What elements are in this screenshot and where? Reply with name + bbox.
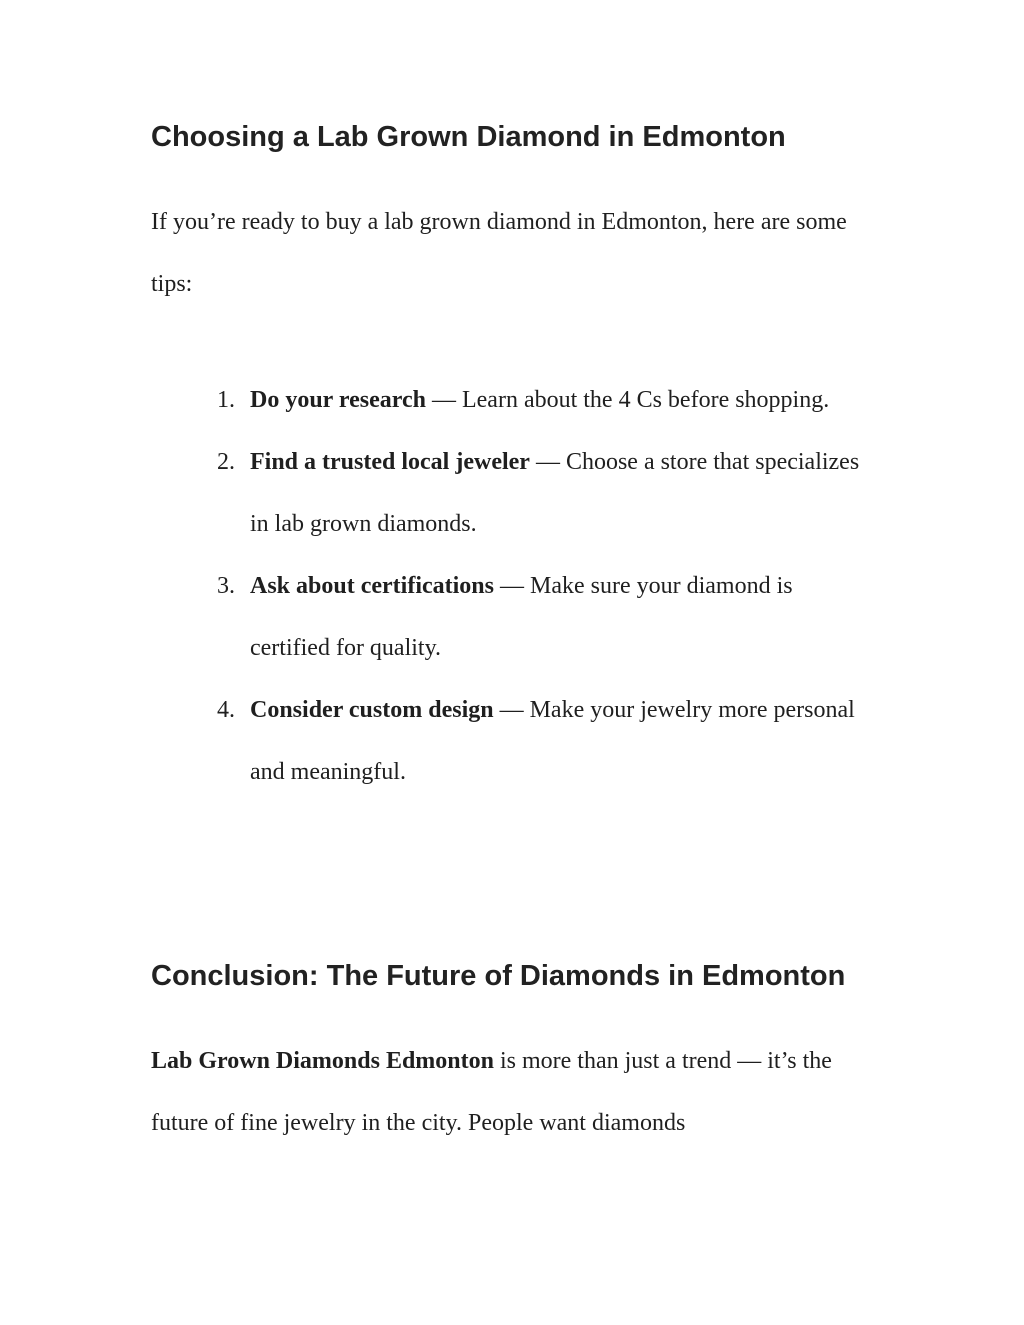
section-heading-choosing: Choosing a Lab Grown Diamond in Edmonton xyxy=(151,121,786,153)
list-number: 3. xyxy=(217,573,235,599)
list-number: 2. xyxy=(217,449,235,475)
bold-lead: Lab Grown Diamonds Edmonton xyxy=(151,1048,494,1074)
tip-title: Consider custom design xyxy=(250,697,494,723)
tip-title: Find a trusted local jeweler xyxy=(250,449,530,475)
tip-title: Do your research xyxy=(250,387,426,413)
tips-list xyxy=(151,369,891,803)
conclusion-text: is more than just a trend — it’s the future of fine jewelry in the city. People want diamonds xyxy=(151,1048,832,1136)
list-number: 1. xyxy=(217,387,235,413)
tip-text: — Learn about the 4 Cs before shopping. xyxy=(425,387,830,413)
list-item xyxy=(151,369,870,431)
list-item xyxy=(151,431,870,555)
list-item xyxy=(151,679,870,803)
tip-text: — Make sure your diamond is certified for quality. xyxy=(250,573,793,661)
list-number: 4. xyxy=(217,697,235,723)
tip-text: — Choose a store that specializes in lab grown diamonds. xyxy=(250,449,860,537)
conclusion-paragraph xyxy=(151,1030,871,1154)
intro-paragraph: If you’re ready to buy a lab grown diamond in Edmonton, here are some tips: xyxy=(151,209,847,297)
tip-text: — Make your jewelry more personal and meaningful. xyxy=(250,697,855,785)
section-heading-conclusion: Conclusion: The Future of Diamonds in Edmonton xyxy=(151,960,846,992)
list-item xyxy=(151,555,870,679)
tip-title: Ask about certifications xyxy=(250,573,494,599)
